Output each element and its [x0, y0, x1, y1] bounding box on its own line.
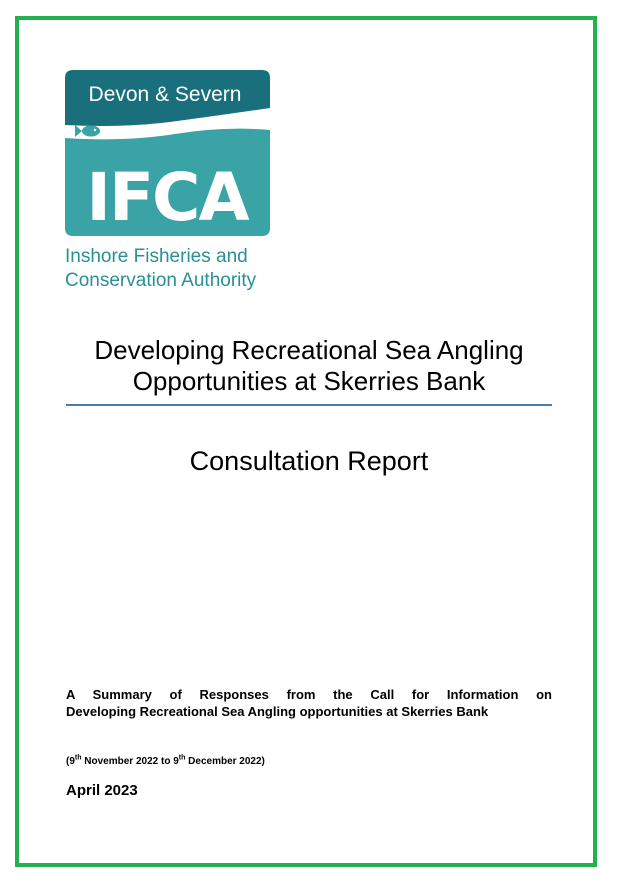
- logo-region-text: Devon & Severn: [88, 83, 242, 106]
- document-title-line1: Developing Recreational Sea Angling: [94, 335, 524, 365]
- document-subtitle: Consultation Report: [189, 446, 429, 476]
- summary-line2: Developing Recreational Sea Angling opportunities at Skerries Bank: [66, 704, 489, 719]
- period-start-suffix: th: [74, 754, 82, 762]
- period-open: (9: [66, 756, 75, 767]
- document-title-line2: Opportunities at Skerries Bank: [132, 366, 486, 396]
- period-end-suffix: th: [178, 754, 186, 762]
- consultation-period: [66, 755, 265, 769]
- logo-fullname-line1: Inshore Fisheries and: [65, 246, 248, 267]
- ifca-logo: [65, 70, 275, 300]
- fish-icon: [75, 125, 100, 137]
- publication-date: April 2023: [66, 782, 138, 799]
- summary-line1: A Summary of Responses from the Call for Information on: [66, 687, 552, 702]
- logo-fullname-line2: Conservation Authority: [65, 270, 257, 291]
- document-title: [66, 335, 552, 397]
- logo-acronym-text: IFCA: [86, 159, 248, 236]
- ifca-logo-graphic: [65, 70, 275, 300]
- summary-text: [66, 686, 552, 720]
- period-close: December 2022): [185, 756, 265, 767]
- period-middle: November 2022 to 9: [81, 756, 179, 767]
- title-divider: [66, 404, 552, 406]
